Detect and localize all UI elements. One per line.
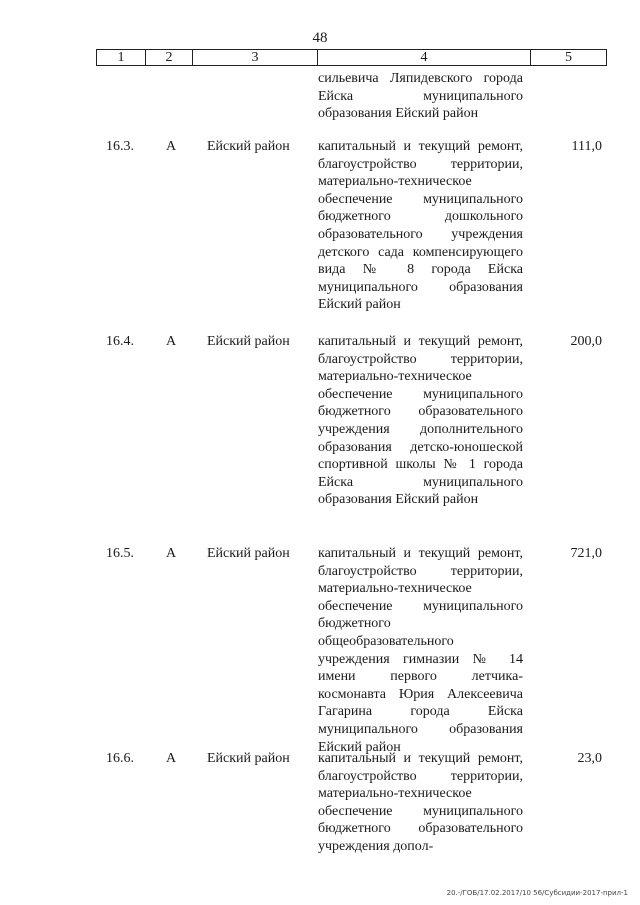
row-number: 16.6. xyxy=(106,751,134,766)
row-category: А xyxy=(166,546,177,561)
row-category: А xyxy=(166,334,177,349)
row-category: А xyxy=(166,751,177,766)
document-footer: 20.-/ГОБ/17.02.2017/10 56/Субсидии-2017-прил-1 xyxy=(446,889,628,897)
row-description: капитальный и текущий ремонт, благоустройство территории, материально-техническое обеспечение муниципального бюджетного общеобразовательного учреждения гимназии № 14 имени первого летчика-космонавта Юрия Алексеевича Гагарина города Ейска муниципального образования Ейский район xyxy=(318,546,523,755)
page-number: 48 xyxy=(312,30,328,46)
column-number-4: 4 xyxy=(318,50,531,65)
row-amount: 200,0 xyxy=(570,334,602,349)
row-district: Ейский район xyxy=(207,546,290,561)
row-district: Ейский район xyxy=(207,334,290,349)
row-district: Ейский район xyxy=(207,751,290,766)
row-description: капитальный и текущий ремонт, благоустройство территории, материально-техническое обеспечение муниципального бюджетного образовательного учреждения дополнительного образования детско-юношеской спортивной школы № 1 города Ейска муниципального образования Ейский район xyxy=(318,334,523,508)
table-column-header xyxy=(96,49,607,66)
row-number: 16.4. xyxy=(106,334,134,349)
row-amount: 23,0 xyxy=(577,751,602,766)
row-category: А xyxy=(166,139,177,154)
row-number: 16.3. xyxy=(106,139,134,154)
column-number-5: 5 xyxy=(565,50,572,65)
row-description: капитальный и текущий ремонт, благоустройство территории, материально-техническое обеспечение муниципального бюджетного дошкольного образовательного учреждения детского сада компенсирующего вида № 8 города Ейска муниципального образования Ейский район xyxy=(318,139,523,313)
continued-description: сильевича Ляпидевского города Ейска муниципального образования Ейский район xyxy=(318,71,523,122)
row-district: Ейский район xyxy=(207,139,290,154)
row-amount: 721,0 xyxy=(570,546,602,561)
column-number-1: 1 xyxy=(97,50,146,65)
column-number-3: 3 xyxy=(193,50,318,65)
row-amount: 111,0 xyxy=(571,139,602,154)
row-number: 16.5. xyxy=(106,546,134,561)
column-number-2: 2 xyxy=(146,50,193,65)
row-description: капитальный и текущий ремонт, благоустройство территории, материально-техническое обеспечение муниципального бюджетного образовательного учреждения допол- xyxy=(318,751,523,854)
